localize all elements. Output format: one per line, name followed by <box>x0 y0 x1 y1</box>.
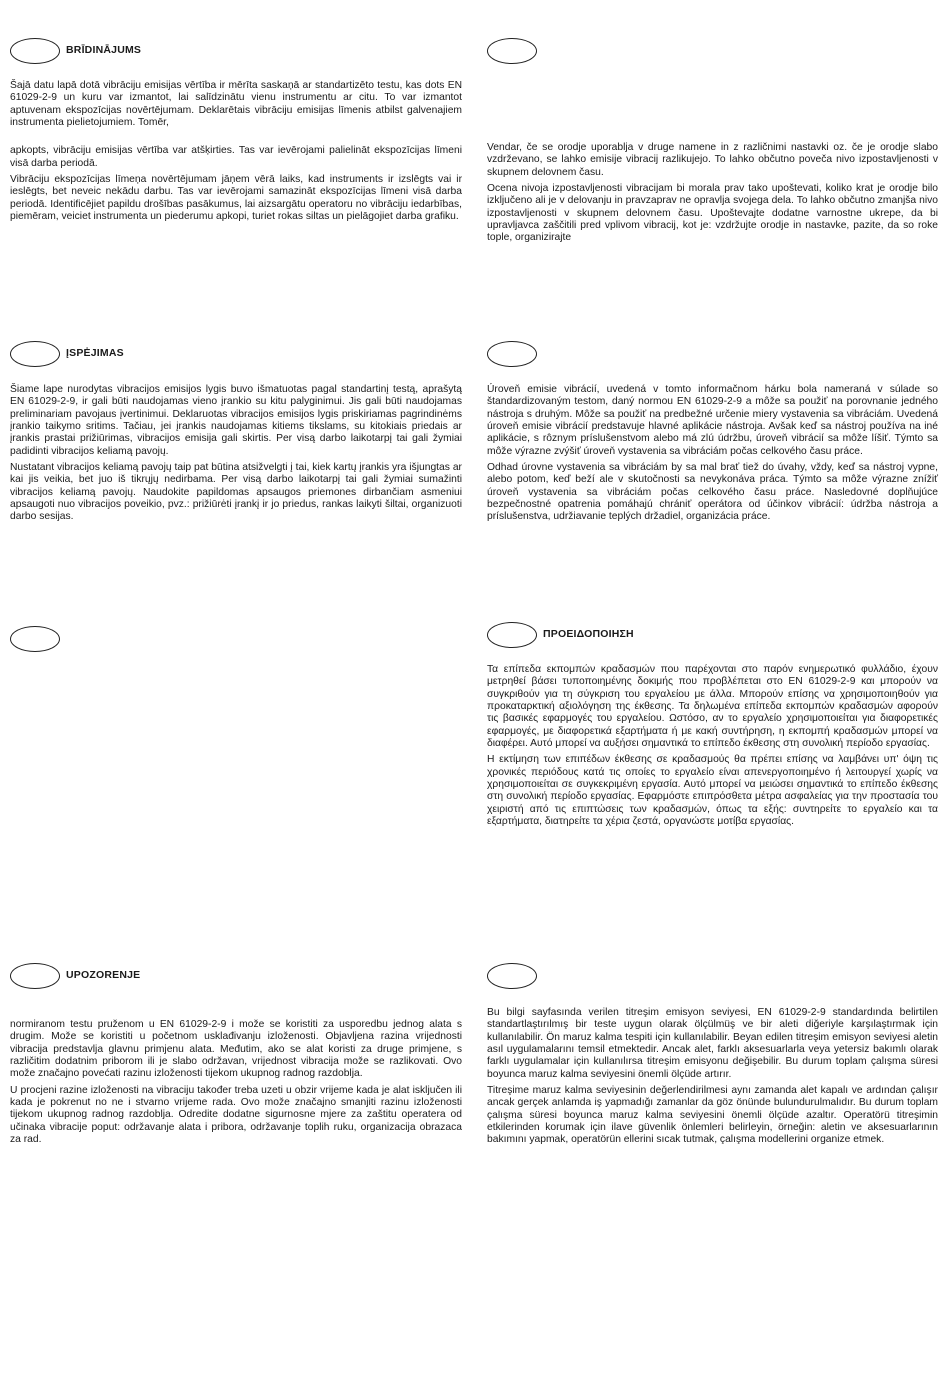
paragraph: Vibrāciju ekspozīcijas līmeņa novērtējumam jāņem vērā laiks, kad instruments ir izslēgts vai ir ieslēgts, bet neveic nekādu darbu. Tas var ievērojami samazināt ekspozīcijas līmeni visā darba periodā. Identificējiet papildu drošības pasākumus, lai aizsargātu operatoru no vibrāciju iedarbības, piemēram, veiciet instrumenta un piederumu apkopi, turiet rokas siltas un pielāgojiet darba grafiku. <box>10 174 462 223</box>
section-title: ĮSPĖJIMAS <box>66 347 124 359</box>
section-header <box>10 38 462 66</box>
section-title: ΠΡΟΕΙΔΟΠΟΙΗΣΗ <box>543 628 634 640</box>
language-oval <box>487 622 537 648</box>
paragraph: U procjeni razine izloženosti na vibraciju također treba uzeti u obzir vrijeme kada je alat isključen ili kada je pokrenut no ne i stvarno vrijeme rada. Ovo može značajno smanjiti razinu izloženosti tijekom ukupnog radnog razdoblja. Odredite dodatne sigurnosne mjere za zaštitu operatera od učinaka vibracije poput: održavanje alata i pribora, održavanje toplih ruku, organizacija obrazaca za rad. <box>10 1084 462 1146</box>
section-header <box>487 38 938 66</box>
paragraph: Τα επίπεδα εκπομπών κραδασμών που παρέχονται στο παρόν ενημερωτικό φυλλάδιο, έχουν μετρηθεί βάσει τυποποιημένης δοκιμής που προβλέπεται στο EN 61029-2-9 και μπορούν να συγκριθούν για τη σύγκριση του εργαλείου με άλλα. Μπορούν επίσης να χρησιμοποιηθούν για προκαταρκτική αξιολόγηση της έκθεσης. Τα δηλωμένα επίπεδα εκπομπών κραδασμών αφορούν τις βασικές εφαρμογές του εργαλείου. Ωστόσο, αν το εργαλείο χρησιμοποιείται για διαφορετικές εφαρμογές, με διαφορετικά εξαρτήματα ή με κακή συντήρηση, η εκπομπή κραδασμών μπορεί να διαφέρει. Αυτό μπορεί να αυξήσει σημαντικά το επίπεδο έκθεσης στη συνολική περίοδο εργασίας. <box>487 664 938 750</box>
paragraph: Vendar, če se orodje uporablja v druge namene in z različnimi nastavki oz. če je orodje slabo vzdrževano, se lahko emisije vibracij razlikujejo. To lahko občutno poveča nivo izpostavljenosti v skupnem delovnem času. <box>487 142 938 178</box>
section-tr <box>487 963 938 1147</box>
section-header <box>10 963 462 991</box>
section-sl <box>487 38 938 245</box>
section-header <box>487 622 938 650</box>
language-oval <box>10 341 60 367</box>
paragraph: Bu bilgi sayfasında verilen titreşim emisyon seviyesi, EN 61029-2-9 standardında belirtilen standartlaştırılmış bir teste uygun olarak ölçülmüş ve bir aleti diğeriyle karşılaştırmak için kullanılabilir. Ön maruz kalma tespiti için kullanılabilir. Beyan edilen titreşim emisyon seviyesi aletin asıl uygulamalarını temsil etmektedir. Ancak alet, farklı aksesuarlarla veya yetersiz bakımlı olarak farklı uygulamalar için kullanılırsa titreşim emisyonu değişebilir. Bu durum toplam çalışma süresi boyunca maruz kalma seviyesini önemli ölçüde artırır. <box>487 1007 938 1080</box>
section-title: UPOZORENJE <box>66 969 141 981</box>
section-header <box>10 341 462 369</box>
paragraph: Šajā datu lapā dotā vibrāciju emisijas vērtība ir mērīta saskaņā ar standartizēto testu, kas dots EN 61029-2-9 un kuru var izmantot, lai salīdzinātu vienu instrumentu ar citu. To var izmantot aptuvenam ekspozīcijas novērtējumam. Deklarētais vibrāciju emisijas līmenis atbilst galvenajiem instrumenta pielietojumiem. Tomēr, <box>10 80 462 129</box>
language-oval <box>10 626 60 652</box>
section-lv <box>10 38 462 223</box>
paragraph: Úroveň emisie vibrácií, uvedená v tomto informačnom hárku bola nameraná v súlade so štandardizovaným testom, daný normou EN 61029-2-9 a môže sa použiť na porovnanie jedného nástroja s druhým. Môže sa použiť na predbežné určenie miery vystavenia sa vibráciám. Uvedená úroveň emisie vibrácií predstavuje hlavné aplikácie nástroja. Avšak keď sa nástroj používa na iné aplikácie, s rôznym príslušenstvom alebo má zlú údržbu, úroveň vibrácií sa môže líšiť. Týmto sa môže výrazne zvýšiť úroveň vystavenia sa vibráciám počas celkového času práce. <box>487 384 938 457</box>
paragraph: apkopts, vibrāciju emisijas vērtība var atšķirties. Tas var ievērojami palielināt ekspozīcijas līmeni visā darba periodā. <box>10 145 462 169</box>
section-header <box>487 963 938 991</box>
section-el <box>487 622 938 828</box>
paragraph: Šiame lape nurodytas vibracijos emisijos lygis buvo išmatuotas pagal standartinį testą, aprašytą EN 61029-2-9, ir gali būti naudojamas vieno įrankio su kitu palyginimui. Jis gali būti naudojamas preliminariam pavojaus įvertinimui. Deklaruotas vibracijos emisijos lygis priskiriamas pagrindinėms įrankio taikymo sritims. Tačiau, jei įrankis naudojamas kitiems tikslams, su kitokiais priedais ar įrankis prastai prižiūrimas, vibracijos emisija gali skirtis. Per visą darbo laikotarpį tai gali žymiai padidinti vibracijos keliamą pavojų. <box>10 384 462 457</box>
language-oval <box>487 963 537 989</box>
paragraph: Titreşime maruz kalma seviyesinin değerlendirilmesi aynı zamanda alet kapalı ve ardından çalışır ancak gerçek anlamda iş yapmadığı zamanlar da göz önünde bulundurulmalıdır. Bu durum toplam çalışma süresi boyunca maruz kalma seviyesini önemli ölçüde azaltır. Operatörü titreşimin etkilerinden korumak için ilave güvenlik önlemleri belirleyin, örneğin: aletin ve aksesuarlarının bakımını yapmak, operatörün ellerini sıcak tutmak, çalışma modellerini organize etmek. <box>487 1085 938 1146</box>
paragraph: Ocena nivoja izpostavljenosti vibracijam bi morala prav tako upoštevati, koliko krat je orodje bilo izključeno ali je v delovanju in pravzaprav ne opravlja svojega dela. To lahko občutno zmanjša nivo izpostavljenosti v skupnem delovnem času. Upoštevajte dodatne varnostne ukrepe, da bi upravljavca zaščitili pred vplivom vibracij, kot je: vzdržujte orodje in nastavke, pazite, da so roke tople, organizirajte <box>487 183 938 244</box>
paragraph: Η εκτίμηση των επιπέδων έκθεσης σε κραδασμούς θα πρέπει επίσης να λαμβάνει υπ' όψη τις χρονικές περιόδους κατά τις οποίες το εργαλείο είναι απενεργοποιημένο ή λειτουργεί χωρίς να χρησιμοποιείται σε συγκεκριμένη εργασία. Αυτό μπορεί να μειώσει σημαντικά το επίπεδο έκθεσης στη συνολική περίοδο εργασίας. Εφαρμόστε επιπρόσθετα μέτρα ασφαλείας για την προστασία του χειριστή από τις επιπτώσεις των κραδασμών, όπως τα εξής: συντηρείτε το εργαλείο και τα εξαρτήματα, διατηρείτε τα χέρια ζεστά, οργανώστε μοτίβα εργασίας. <box>487 754 938 828</box>
section-empty <box>10 626 462 654</box>
paragraph: Odhad úrovne vystavenia sa vibráciám by sa mal brať tiež do úvahy, vždy, keď sa nástroj vypne, alebo potom, keď beží ale v skutočnosti sa nevykonáva práca. Týmto sa môže výrazne znížiť úroveň vystavenia sa vibráciám počas celkového času práce. Nasledovné doplňujúce bezpečnostné opatrenia pomáhajú chrániť operátora od účinkov vibrácií: údržba nástroja a príslušenstva, udržiavanie teplých držadiel, organizácia práce. <box>487 462 938 523</box>
paragraph: normiranom testu pruženom u EN 61029-2-9 i može se koristiti za usporedbu jednog alata s drugim. Može se koristiti u početnom usklađivanju izloženosti. Objavljena razina vrijednosti vibracija predstavlja glavnu primjenu alata. Međutim, ako se alat koristi za druge primjene, s različitim dodatnim priborom ili je slabo održavan, vrijednost vibracija može se razlikovati. Ovo može značajno povećati razinu izloženosti tijekom ukupnog radnog razdoblja. <box>10 1019 462 1080</box>
section-lt <box>10 341 462 524</box>
section-hr <box>10 963 462 1146</box>
language-oval <box>10 38 60 64</box>
section-title: BRĪDINĀJUMS <box>66 44 142 56</box>
section-sk <box>487 341 938 524</box>
section-header <box>487 341 938 369</box>
language-oval <box>487 341 537 367</box>
section-header <box>10 626 462 654</box>
language-oval <box>10 963 60 989</box>
paragraph: Nustatant vibracijos keliamą pavojų taip pat būtina atsižvelgti į tai, kiek kartų įrankis yra išjungtas ar kai jis veikia, bet juo iš tikrųjų nedirbama. Per visą darbo laikotarpį tai gali žymiai sumažinti vibracijos keliamą pavojų. Naudokite papildomas apsaugos priemones dirbančiam asmeniui apsaugoti nuo vibracijos poveikio, pvz.: prižiūrėti įrankį ir jo priedus, rankas laikyti šiltai, organizuoti darbo sesijas. <box>10 462 462 523</box>
language-oval <box>487 38 537 64</box>
